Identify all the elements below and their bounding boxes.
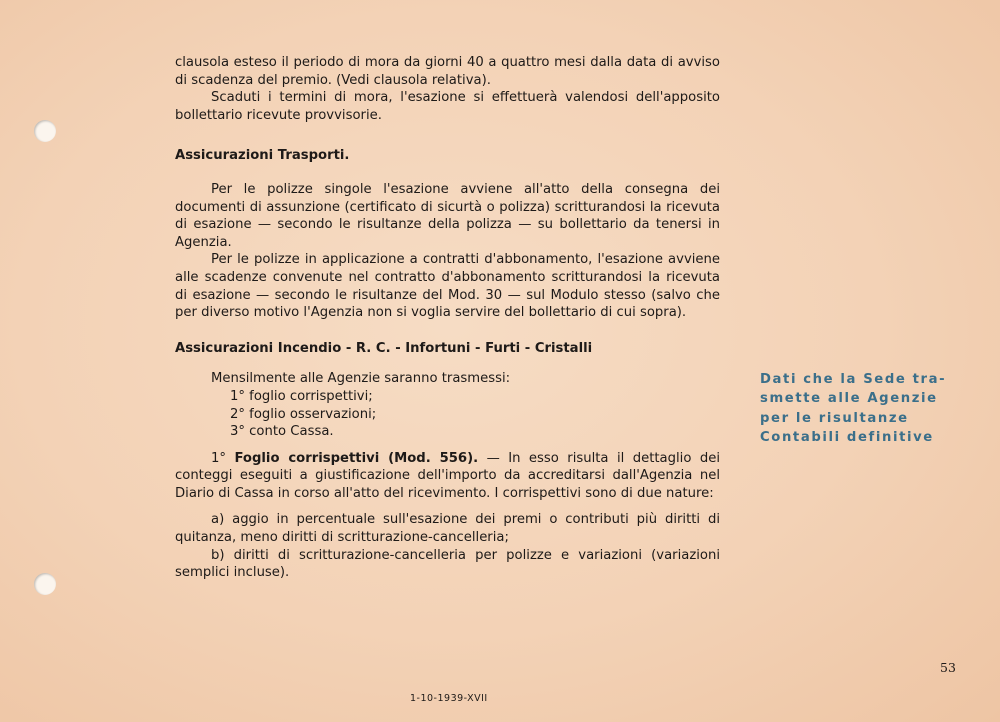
punch-hole-top [34, 120, 56, 142]
paragraph-aggio: a) aggio in percentuale sull'esazione dei premi o contributi più diritti di quitanza, meno diritti di scritturazione-cancelleria; [175, 512, 720, 546]
paragraph-polizze-singole: Per le polizze singole l'esazione avviene all'atto della consegna dei documenti di assunzione (certificato di sicurtà o polizza) scritturandosi la ricevuta di esazione — secondo le risultanze della polizza — su bollettario da tenersi in Agenzia. [175, 181, 720, 250]
list-item: 3° conto Cassa. [230, 424, 334, 440]
side-note-line: Dati che la Sede tra- [760, 372, 947, 387]
paragraph-mora: clausola esteso il periodo di mora da giorni 40 a quattro mesi dalla data di avviso di scadenza del premio. (Vedi clausola relativa). [175, 55, 720, 88]
paragraph-polizze-abbonamento: Per le polizze in applicazione a contratti d'abbonamento, l'esazione avviene alle scadenze convenute nel contratto d'abbonamento scritturandosi la ricevuta di esazione — secondo le risultanze del Mod. 30 — sul Modulo stesso (salvo che per diverso motivo l'Agenzia non si voglia servire del bollettario di cui sopra). [175, 252, 720, 321]
page-number: 53 [940, 660, 956, 675]
heading-trasporti: Assicurazioni Trasporti. [175, 148, 350, 164]
foglio-description: — In esso risulta il dettaglio dei conteggi eseguiti a giustificazione dell'importo da accreditarsi dall'Agenzia nel Diario di Cassa in corso all'atto del ricevimento. I corrispettivi sono di due nature: [175, 450, 720, 501]
list-item: 2° foglio osservazioni; [230, 406, 377, 422]
paragraph-diritti: b) diritti di scritturazione-cancelleria per polizze e variazioni (variazioni semplici incluse). [175, 547, 720, 581]
list-item: 1° foglio corrispettivi; [230, 388, 373, 404]
side-note-line: per le risultanze [760, 410, 909, 426]
side-note-line: Contabili definitive [760, 429, 934, 445]
main-text [175, 54, 720, 582]
paragraph-foglio-corrispettivi [175, 450, 720, 503]
punch-hole-bottom [34, 573, 56, 595]
foglio-title: Foglio corrispettivi (Mod. 556). [234, 450, 479, 466]
heading-incendio: Assicurazioni Incendio - R. C. - Infortuni - Furti - Cristalli [175, 340, 593, 356]
foglio-number: 1° [211, 450, 235, 466]
paragraph-scaduti: Scaduti i termini di mora, l'esazione si effettuerà valendosi dell'apposito bollettario ricevute provvisorie. [175, 90, 720, 123]
footer-date: 1-10-1939-XVII [410, 693, 488, 704]
paragraph-mensilmente: Mensilmente alle Agenzie saranno trasmessi: [211, 371, 511, 387]
side-note-line: smette alle Agenzie [760, 391, 938, 407]
side-note [760, 370, 960, 447]
